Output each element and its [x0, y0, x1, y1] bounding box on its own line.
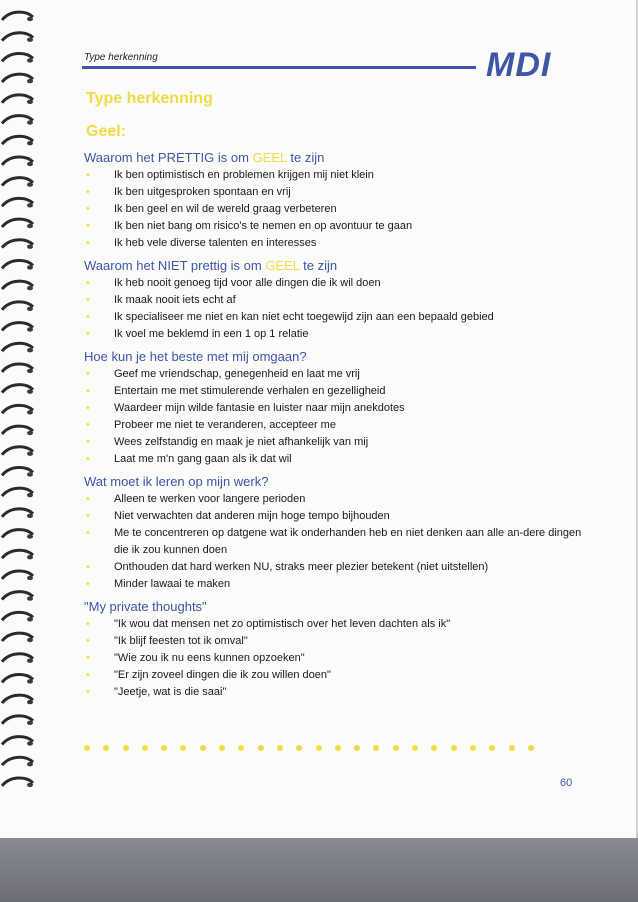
binding-ring [2, 654, 33, 663]
binding-ring [2, 447, 33, 456]
divider-dot [219, 745, 225, 751]
binding-ring [2, 302, 33, 311]
divider-dot [277, 745, 283, 751]
list-item-text: Ik ben optimistisch en problemen krijgen mij niet klein [114, 169, 374, 181]
list-item [84, 650, 584, 667]
header-label: Type herkenning [84, 52, 158, 63]
list-item-text: Ik heb nooit genoeg tijd voor alle dingen die ik wil doen [114, 277, 381, 289]
binding-ring [2, 136, 33, 145]
bullet-icon: • [86, 561, 90, 573]
bullet-icon: • [86, 186, 90, 198]
section-niet-prettig [84, 258, 584, 343]
list-item-text: Ik maak nooit iets echt af [114, 294, 236, 306]
bullet-icon: • [86, 220, 90, 232]
binding-ring [2, 12, 33, 21]
binding-ring [2, 53, 33, 62]
list-item-text: Ik heb vele diverse talenten en interesses [114, 237, 317, 249]
heading-highlight: GEEL [252, 150, 287, 165]
list-item-text: Me te concentreren op datgene wat ik onderhanden heb en niet denken aan alle an-dere dingen die ik zou kunnen doen [114, 527, 582, 556]
binding-ring [2, 323, 33, 332]
divider-dot [316, 745, 322, 751]
list-item-text: Niet verwachten dat anderen mijn hoge tempo bijhouden [114, 510, 390, 522]
list-item [84, 366, 584, 383]
section-heading [84, 349, 584, 365]
divider-dot [489, 745, 495, 751]
heading-highlight: GEEL [265, 258, 300, 273]
list-item-text: Ik ben uitgesproken spontaan en vrij [114, 186, 291, 198]
list-item-text: "Ik blijf feesten tot ik omval" [114, 635, 248, 647]
bullet-icon: • [86, 402, 90, 414]
list-item-text: Waardeer mijn wilde fantasie en luister naar mijn anekdotes [114, 402, 405, 414]
bullet-icon: • [86, 436, 90, 448]
bullet-list [84, 491, 584, 593]
list-item [84, 525, 584, 559]
list-item-text: Alleen te werken voor langere perioden [114, 493, 306, 505]
list-item-text: Geef me vriendschap, genegenheid en laat me vrij [114, 368, 360, 380]
bullet-icon: • [86, 493, 90, 505]
page-shadow [0, 838, 638, 902]
list-item-text: "Wie zou ik nu eens kunnen opzoeken" [114, 652, 305, 664]
list-item-text: Ik voel me beklemd in een 1 op 1 relatie [114, 328, 309, 340]
binding-ring [2, 592, 33, 601]
binding-ring [2, 612, 33, 621]
divider-dot [431, 745, 437, 751]
bullet-icon: • [86, 652, 90, 664]
list-item-text: Entertain me met stimulerende verhalen en gezelligheid [114, 385, 386, 397]
bullet-icon: • [86, 203, 90, 215]
divider-dot [238, 745, 244, 751]
section-leren [84, 474, 584, 593]
divider-dot [84, 745, 90, 751]
type-title: Geel: [86, 123, 127, 140]
binding-ring [2, 550, 33, 559]
bullet-list [84, 275, 584, 343]
bullet-icon: • [86, 419, 90, 431]
section-heading [84, 258, 584, 274]
list-item [84, 383, 584, 400]
bullet-icon: • [86, 453, 90, 465]
binding-ring [2, 488, 33, 497]
bullet-icon: • [86, 686, 90, 698]
binding-ring [2, 405, 33, 414]
mdi-logo: MDI [486, 46, 552, 84]
binding-ring [2, 674, 33, 683]
list-item-text: Laat me m'n gang gaan als ik dat wil [114, 453, 292, 465]
content [84, 150, 584, 707]
list-item [84, 309, 584, 326]
divider-dot [528, 745, 534, 751]
page-number: 60 [560, 777, 573, 789]
binding-ring [2, 467, 33, 476]
list-item [84, 275, 584, 292]
divider-dot [509, 745, 515, 751]
section-prettig [84, 150, 584, 252]
divider-dot [335, 745, 341, 751]
binding-ring [2, 95, 33, 104]
bullet-list [84, 616, 584, 701]
divider-dot [373, 745, 379, 751]
divider-dot [180, 745, 186, 751]
binding-ring [2, 240, 33, 249]
binding-ring [2, 219, 33, 228]
bullet-icon: • [86, 294, 90, 306]
list-item-text: Ik ben niet bang om risico's te nemen en op avontuur te gaan [114, 220, 413, 232]
bullet-icon: • [86, 527, 90, 539]
heading-text: te zijn [286, 150, 325, 165]
bullet-icon: • [86, 510, 90, 522]
list-item-text: Wees zelfstandig en maak je niet afhankelijk van mij [114, 436, 369, 448]
section-heading [84, 599, 584, 615]
binding-ring [2, 716, 33, 725]
section-omgaan [84, 349, 584, 468]
binding-ring [2, 571, 33, 580]
bullet-icon: • [86, 169, 90, 181]
bullet-icon: • [86, 618, 90, 630]
binding-ring [2, 33, 33, 42]
list-item [84, 434, 584, 451]
bullet-icon: • [86, 385, 90, 397]
divider-dot [354, 745, 360, 751]
binding-ring [2, 530, 33, 539]
heading-text: Waarom het NIET prettig is om [84, 258, 266, 273]
bullet-list [84, 167, 584, 252]
binding-ring [2, 426, 33, 435]
heading-text: Wat moet ik leren op mijn werk? [84, 474, 269, 489]
binding-ring [2, 757, 33, 766]
divider-dot [103, 745, 109, 751]
heading-text: te zijn [299, 258, 338, 273]
list-item-text: "Er zijn zoveel dingen die ik zou willen doen" [114, 669, 331, 681]
divider-dot [470, 745, 476, 751]
binding-ring [2, 198, 33, 207]
section-heading [84, 474, 584, 490]
divider-dot [161, 745, 167, 751]
bullet-icon: • [86, 237, 90, 249]
list-item [84, 491, 584, 508]
page-title: Type herkenning [86, 90, 213, 107]
binding-ring [2, 509, 33, 518]
divider-dot [451, 745, 457, 751]
binding-ring [2, 74, 33, 83]
list-item [84, 218, 584, 235]
binding-ring [2, 260, 33, 269]
list-item-text: Onthouden dat hard werken NU, straks meer plezier betekent (niet uitstellen) [114, 561, 489, 573]
list-item [84, 400, 584, 417]
section-private-thoughts [84, 599, 584, 701]
bullet-icon: • [86, 669, 90, 681]
header-rule [82, 66, 476, 69]
list-item-text: Ik ben geel en wil de wereld graag verbeteren [114, 203, 337, 215]
list-item [84, 417, 584, 434]
heading-text: Waarom het PRETTIG is om [84, 150, 253, 165]
list-item-text: "Ik wou dat mensen net zo optimistisch over het leven dachten als ik" [114, 618, 451, 630]
divider-dot [142, 745, 148, 751]
bullet-icon: • [86, 328, 90, 340]
bullet-icon: • [86, 311, 90, 323]
divider-dot [200, 745, 206, 751]
list-item [84, 633, 584, 650]
binding-ring [2, 695, 33, 704]
binding-ring [2, 343, 33, 352]
binding-ring [2, 116, 33, 125]
bullet-icon: • [86, 578, 90, 590]
binding-ring [2, 737, 33, 746]
list-item [84, 201, 584, 218]
list-item-text: "Jeetje, wat is die saai" [114, 686, 227, 698]
heading-text: "My private thoughts" [84, 599, 207, 614]
binding-ring [2, 778, 33, 787]
list-item-text: Ik specialiseer me niet en kan niet echt toegewijd zijn aan een bepaald gebied [114, 311, 494, 323]
binding-ring [2, 633, 33, 642]
dotted-divider [84, 745, 534, 751]
list-item [84, 235, 584, 252]
divider-dot [393, 745, 399, 751]
spiral-binding [0, 4, 40, 804]
list-item [84, 576, 584, 593]
section-heading [84, 150, 584, 166]
list-item [84, 616, 584, 633]
binding-ring [2, 385, 33, 394]
list-item [84, 508, 584, 525]
divider-dot [258, 745, 264, 751]
bullet-icon: • [86, 368, 90, 380]
binding-ring [2, 157, 33, 166]
list-item-text: Probeer me niet te veranderen, accepteer me [114, 419, 336, 431]
list-item-text: Minder lawaai te maken [114, 578, 231, 590]
list-item [84, 559, 584, 576]
list-item [84, 292, 584, 309]
bullet-list [84, 366, 584, 468]
list-item [84, 451, 584, 468]
binding-ring [2, 178, 33, 187]
bullet-icon: • [86, 277, 90, 289]
divider-dot [123, 745, 129, 751]
list-item [84, 667, 584, 684]
binding-ring [2, 364, 33, 373]
bullet-icon: • [86, 635, 90, 647]
heading-text: Hoe kun je het beste met mij omgaan? [84, 349, 307, 364]
list-item [84, 326, 584, 343]
list-item [84, 184, 584, 201]
divider-dot [412, 745, 418, 751]
divider-dot [296, 745, 302, 751]
list-item [84, 167, 584, 184]
list-item [84, 684, 584, 701]
binding-ring [2, 281, 33, 290]
